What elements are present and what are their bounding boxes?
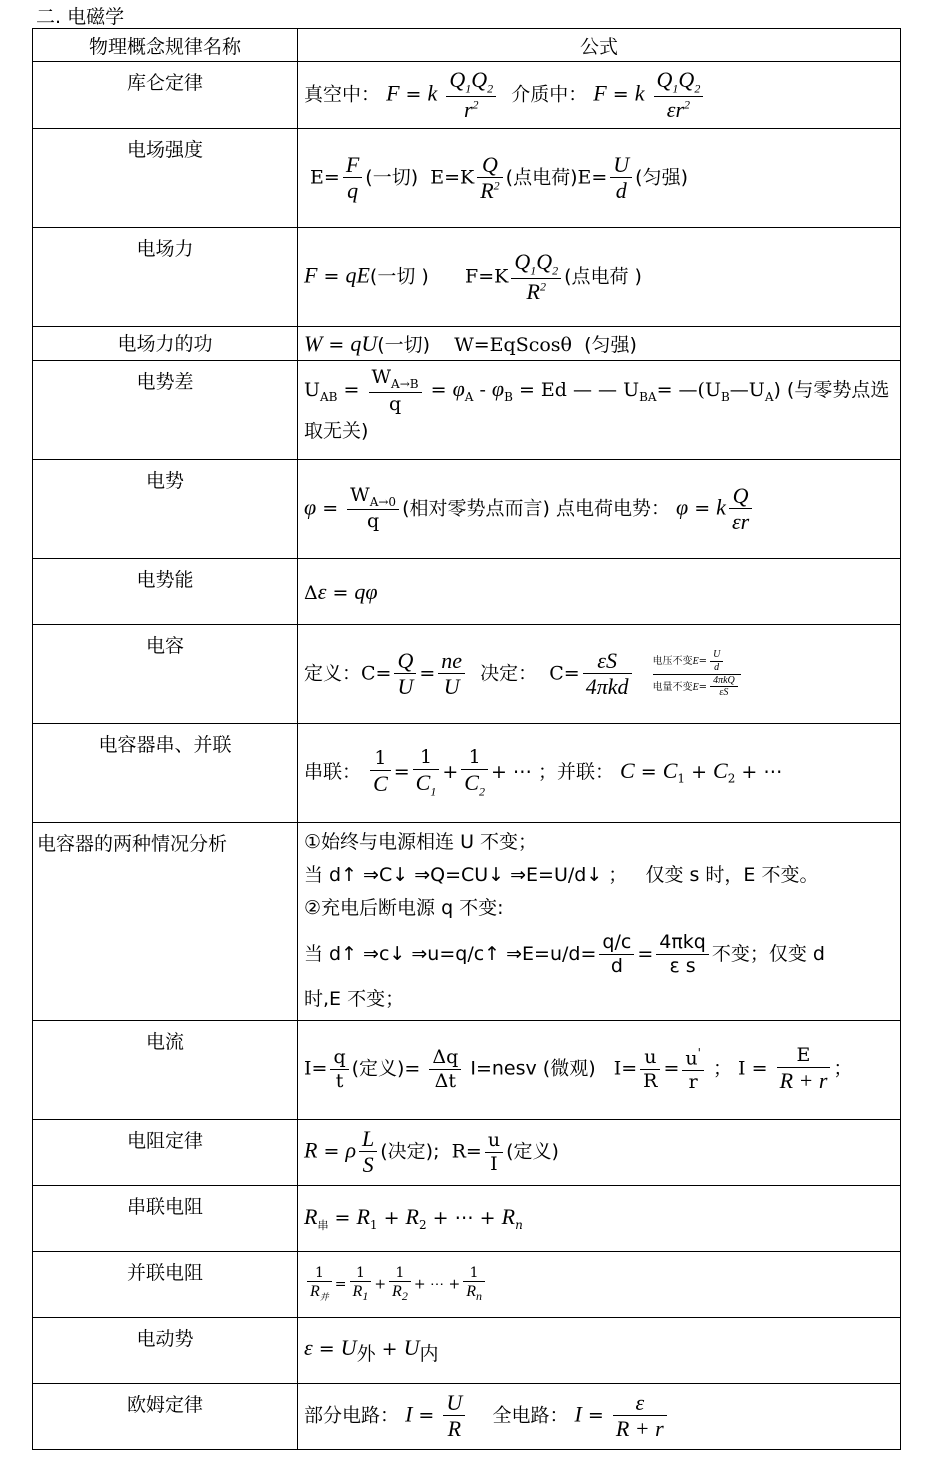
table-row — [33, 129, 901, 228]
row-formula: Δε = qφ — [298, 559, 901, 625]
row-name: 电场强度 — [33, 129, 298, 228]
row-formula: 定义：C= $\frac{Q}{U}$ = $\frac{ne}{U}$ 决定： C= $\frac{\varepsilon S}{\text{4πkd}}$ 电压不变E= $\frac{U}{d}$ 电量不变E= $\frac{\text{4πkQ}}{\varepsilon S}$ — [298, 625, 901, 724]
table-row — [33, 228, 901, 327]
row-name: 电场力 — [33, 228, 298, 327]
table-row — [33, 460, 901, 559]
header-formula: 公式 — [298, 29, 901, 62]
row-formula: $\frac{1}{R_并}$ = $\frac{1}{R_1}$ + $\frac{1}{R_2}$ + ⋯ + $\frac{1}{R_n}$ — [298, 1252, 901, 1318]
row-name: 欧姆定律 — [33, 1384, 298, 1450]
row-name: 并联电阻 — [33, 1252, 298, 1318]
row-formula: 部分电路： I = $\frac{U}{R}$ 全电路： I = $\frac{\varepsilon}{R + r}$ — [298, 1384, 901, 1450]
row-name: 电场力的功 — [33, 327, 298, 361]
row-name: 电势差 — [33, 361, 298, 460]
table-row — [33, 361, 901, 460]
row-name: 电势 — [33, 460, 298, 559]
row-name: 电流 — [33, 1021, 298, 1120]
section-title: 二. 电磁学 — [36, 6, 125, 28]
row-formula: I= $\frac{q}{t}$ (定义)= $\frac{\Delta q}{\Delta t}$ I=nesv (微观) I= $\frac{u}{R}$ = $\frac{u'}{r}$ ； I = $\frac{E}{R + r}$ ； — [298, 1021, 901, 1120]
row-formula: E= $\frac{F}{q}$ (一切) E=K $\frac{Q}{R^2}$ (点电荷)E= $\frac{U}{d}$ (匀强) — [298, 129, 901, 228]
table-row — [33, 625, 901, 724]
row-formula: 真空中： F = k $\frac{Q_1Q_2}{r^2}$ 介质中： F = k $\frac{Q_1Q_2}{\varepsilon r^2}$ — [298, 62, 901, 129]
row-name: 电容器串、并联 — [33, 724, 298, 823]
formula-table — [32, 28, 901, 1450]
header-name: 物理概念规律名称 — [33, 29, 298, 62]
table-row — [33, 1252, 901, 1318]
table-row — [33, 559, 901, 625]
row-name: 电势能 — [33, 559, 298, 625]
row-formula: $R_串 = R_1 + R_2$ + ⋯ + $R_n$ — [298, 1186, 901, 1252]
row-formula: ①始终与电源相连 U 不变； 当 d↑ ⇒C↓ ⇒Q=CU↓ ⇒E=U/d↓ ； 仅变 s 时，E 不变。 ②充电后断电源 q 不变: 当 d↑ ⇒c↓ ⇒u=q/c↑ ⇒E=u/d= $\frac{q/c}{d}$ = $\frac{\text{4πkq}}{\text{ε s}}$ 不变；仅变 d 时,E 不变； — [298, 823, 901, 1021]
row-formula: W = qU(一切) W=EqScosθ (匀强) — [298, 327, 901, 361]
row-formula: φ = $\frac{W_{A\to 0}}{q}$ (相对零势点而言) 点电荷电势： φ = k $\frac{Q}{\varepsilon r}$ — [298, 460, 901, 559]
row-name: 电动势 — [33, 1318, 298, 1384]
table-row — [33, 327, 901, 361]
row-name: 电阻定律 — [33, 1120, 298, 1186]
row-formula: R = ρ $\frac{L}{S}$ (决定); R= $\frac{u}{I}$ (定义) — [298, 1120, 901, 1186]
table-row — [33, 1318, 901, 1384]
row-name: 电容 — [33, 625, 298, 724]
row-formula: F = qE(一切 ) F=K $\frac{Q_1Q_2}{R^2}$ (点电荷 ) — [298, 228, 901, 327]
row-name: 库仑定律 — [33, 62, 298, 129]
table-row — [33, 62, 901, 129]
table-row — [33, 1384, 901, 1450]
table-row — [33, 724, 901, 823]
row-name: 串联电阻 — [33, 1186, 298, 1252]
row-formula: $\varepsilon = U_外 + U_内$ — [298, 1318, 901, 1384]
table-header-row — [33, 29, 901, 62]
row-formula: $U_{AB}$ = $\frac{W_{A\to B}}{q}$ = $\varphi_A - \varphi_B = Ed$ — — $U_{BA}=$ $—(U_B—U_A)$ (与零势点选 取无关) — [298, 361, 901, 460]
table-row — [33, 823, 901, 1021]
row-formula: 串联： $\frac{1}{C}$ = $\frac{1}{C_1}$ + $\frac{1}{C_2}$ + ⋯ ；并联： $C = C_1 + C_2$ + ⋯ — [298, 724, 901, 823]
table-row — [33, 1120, 901, 1186]
row-name: 电容器的两种情况分析 — [33, 823, 298, 1021]
table-row — [33, 1186, 901, 1252]
table-row — [33, 1021, 901, 1120]
